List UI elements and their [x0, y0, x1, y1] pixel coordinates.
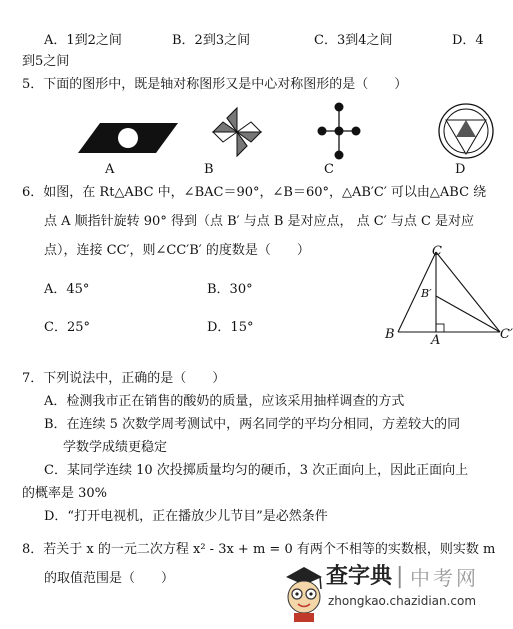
q4-option-b: B．2到3之间 [172, 33, 251, 48]
q7-option-b-line1: B．在连续 5 次数学周考测试中，两名同学的平均分相同，方差较大的同 [44, 417, 461, 432]
q7-option-c-line2: 的概率是 30% [22, 486, 108, 501]
q7-option-d: D．“打开电视机，正在播放少儿节目”是必然条件 [44, 509, 328, 524]
q7-stem: 7．下列说法中，正确的是（ ） [22, 371, 226, 386]
q4-option-d: D．4 [452, 33, 484, 48]
q6-stem-line3: 点），连接 CC′，则∠CC′B′ 的度数是（ ） [44, 243, 310, 258]
q5-figure-a-parallelogram [78, 120, 180, 156]
q7-option-b-line2: 学数学成绩更稳定 [63, 440, 168, 455]
q6-fig-label-a: A [431, 333, 441, 348]
q5-figure-d-circle-triangles [436, 102, 496, 160]
q6-option-c: C．25° [44, 320, 90, 335]
q4-option-a: A．1到2之间 [44, 33, 122, 48]
watermark-mascot-icon [282, 561, 326, 623]
q5-figure-c-cross-dots [318, 101, 360, 161]
q6-option-b: B．30° [207, 282, 253, 297]
q5-figure-b-pinwheel [207, 104, 267, 160]
q7-option-c-line1: C．某同学连续 10 次投掷质量均匀的硬币，3 次正面向上，因此正面向上 [44, 463, 469, 478]
q6-option-a: A．45° [44, 282, 90, 297]
q6-stem-line2: 点 A 顺指针旋转 90° 得到（点 B′ 与点 B 是对应点， 点 C′ 与点 C 是对应 [44, 214, 475, 229]
q6-triangle-figure [380, 246, 510, 348]
q5-label-b: B [204, 162, 214, 177]
q7-option-a: A．检测我市正在销售的酸奶的质量，应该采用抽样调查的方式 [44, 394, 405, 409]
watermark-sub: 中考网 [410, 566, 479, 590]
watermark-brand: 查字典 [326, 564, 393, 589]
q5-label-a: A [105, 162, 115, 177]
watermark-url: zhongkao.chazidian.com [328, 594, 477, 608]
q6-fig-label-c: C [432, 244, 442, 259]
q4-option-d-continued: 到5之间 [22, 54, 70, 69]
q4-option-c: C．3到4之间 [314, 33, 393, 48]
q5-stem: 5．下面的图形中，既是轴对称图形又是中心对称图形的是（ ） [22, 77, 408, 92]
watermark-pipe: | [396, 564, 404, 589]
q8-stem-line1: 8．若关于 x 的一元二次方程 x² - 3x + m = 0 有两个不相等的实数根，则实数 m [22, 542, 496, 557]
q6-fig-label-b-prime: B′ [421, 287, 432, 300]
q6-fig-label-c-prime: C′ [500, 327, 513, 342]
q6-stem-line1: 6．如图，在 Rt△ABC 中，∠BAC＝90°，∠B＝60°，△AB′C′ 可以由△ABC 绕 [22, 185, 487, 200]
q8-stem-line2: 的取值范围是（ ） [44, 571, 175, 586]
q6-fig-label-b: B [385, 327, 395, 342]
q5-label-d: D [455, 162, 466, 177]
q6-option-d: D．15° [207, 320, 254, 335]
q5-label-c: C [324, 162, 334, 177]
